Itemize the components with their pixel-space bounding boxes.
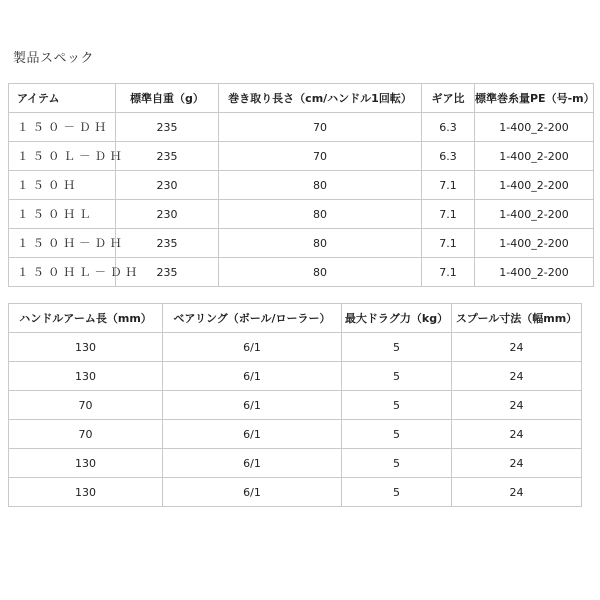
table-cell: 7.1 — [422, 200, 475, 229]
table-row — [9, 171, 594, 200]
column-header-weight: 標準自重（g） — [116, 84, 219, 113]
table-cell: １５０－ＤＨ — [9, 113, 116, 142]
table-cell: 6/1 — [163, 333, 342, 362]
table-row — [9, 258, 594, 287]
table-cell: 6.3 — [422, 142, 475, 171]
table-cell: 235 — [116, 258, 219, 287]
table-header-row — [9, 304, 582, 333]
table-cell: 6.3 — [422, 113, 475, 142]
table-cell: 1-400_2-200 — [475, 200, 594, 229]
table-cell: 5 — [342, 420, 452, 449]
table-cell: 1-400_2-200 — [475, 142, 594, 171]
spec-table-2 — [8, 303, 582, 507]
column-header-bearings: ベアリング（ボール/ローラー） — [163, 304, 342, 333]
table-row — [9, 391, 582, 420]
table-cell: 7.1 — [422, 258, 475, 287]
table-row — [9, 362, 582, 391]
column-header-retrieve-length: 巻き取り長さ（cm/ハンドル1回転） — [219, 84, 422, 113]
table-cell: 6/1 — [163, 478, 342, 507]
table-cell: 230 — [116, 171, 219, 200]
table-row — [9, 113, 594, 142]
table-cell: 5 — [342, 362, 452, 391]
table-cell: 235 — [116, 113, 219, 142]
table-cell: 130 — [9, 362, 163, 391]
table-row — [9, 229, 594, 258]
table-cell: 230 — [116, 200, 219, 229]
table-cell: 24 — [452, 478, 582, 507]
table-cell: 24 — [452, 391, 582, 420]
table-cell: 6/1 — [163, 362, 342, 391]
table-cell: 80 — [219, 200, 422, 229]
table-cell: 130 — [9, 478, 163, 507]
table-cell: 24 — [452, 449, 582, 478]
table-row — [9, 420, 582, 449]
table-cell: 235 — [116, 229, 219, 258]
table-cell: 6/1 — [163, 420, 342, 449]
table-cell: 1-400_2-200 — [475, 258, 594, 287]
column-header-gear-ratio: ギア比 — [422, 84, 475, 113]
table-cell: 5 — [342, 391, 452, 420]
table-cell: 1-400_2-200 — [475, 171, 594, 200]
table-cell: 130 — [9, 449, 163, 478]
table-cell: 7.1 — [422, 171, 475, 200]
table-cell: 70 — [9, 420, 163, 449]
table-cell: 1-400_2-200 — [475, 113, 594, 142]
column-header-max-drag: 最大ドラグ力（kg） — [342, 304, 452, 333]
table-cell: 7.1 — [422, 229, 475, 258]
column-header-handle-length: ハンドルアーム長（mm） — [9, 304, 163, 333]
spec-table-1 — [8, 83, 594, 287]
table-cell: 6/1 — [163, 391, 342, 420]
page-title: 製品スペック — [13, 51, 95, 66]
table-cell: 5 — [342, 333, 452, 362]
column-header-line-capacity: 標準巻糸量PE（号-m） — [475, 84, 594, 113]
column-header-spool-size: スプール寸法（幅mm） — [452, 304, 582, 333]
table-cell: 6/1 — [163, 449, 342, 478]
table-cell: １５０Ｈ — [9, 171, 116, 200]
table-cell: １５０ＨＬ－ＤＨ — [9, 258, 116, 287]
table-cell: 1-400_2-200 — [475, 229, 594, 258]
table-cell: １５０Ｈ－ＤＨ — [9, 229, 116, 258]
table-row — [9, 333, 582, 362]
table-cell: 70 — [219, 142, 422, 171]
table-row — [9, 449, 582, 478]
table-cell: １５０ＨＬ — [9, 200, 116, 229]
table-header-row — [9, 84, 594, 113]
table-row — [9, 478, 582, 507]
table-cell: 235 — [116, 142, 219, 171]
table-cell: 130 — [9, 333, 163, 362]
table-cell: 80 — [219, 229, 422, 258]
table-cell: 24 — [452, 333, 582, 362]
table-row — [9, 142, 594, 171]
table-cell: 80 — [219, 171, 422, 200]
table-cell: 80 — [219, 258, 422, 287]
table-cell: 70 — [219, 113, 422, 142]
table-cell: 24 — [452, 420, 582, 449]
table-cell: 5 — [342, 449, 452, 478]
table-cell: １５０Ｌ－ＤＨ — [9, 142, 116, 171]
table-cell: 70 — [9, 391, 163, 420]
table-cell: 5 — [342, 478, 452, 507]
table-cell: 24 — [452, 362, 582, 391]
column-header-item: アイテム — [9, 84, 116, 113]
table-row — [9, 200, 594, 229]
